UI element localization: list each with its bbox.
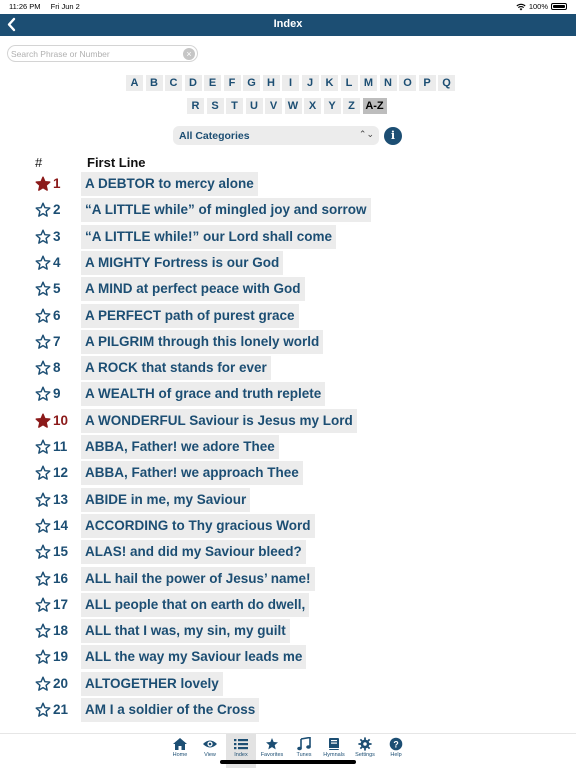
hymn-number: 16 bbox=[53, 570, 69, 586]
column-header-first-line: First Line bbox=[87, 155, 146, 170]
hymn-number: 10 bbox=[53, 412, 69, 428]
column-header-number: # bbox=[35, 155, 43, 170]
clear-search-button[interactable]: × bbox=[183, 48, 195, 60]
letter-button-s[interactable]: S bbox=[207, 98, 224, 114]
hymn-row[interactable] bbox=[0, 302, 576, 328]
letter-button-q[interactable]: Q bbox=[438, 75, 455, 91]
letter-button-z[interactable]: Z bbox=[343, 98, 360, 114]
star-outline-icon[interactable] bbox=[35, 571, 51, 587]
tab-label: Home bbox=[172, 752, 188, 758]
hymn-first-line[interactable]: ALAS! and did my Saviour bleed? bbox=[81, 540, 306, 564]
tab-label: View bbox=[204, 752, 216, 758]
tab-label: Help bbox=[390, 752, 402, 758]
star-outline-icon[interactable] bbox=[35, 229, 51, 245]
tab-label: Favorites bbox=[260, 752, 284, 758]
hymn-first-line[interactable]: “A LITTLE while!” our Lord shall come bbox=[81, 225, 336, 249]
letter-button-n[interactable]: N bbox=[380, 75, 397, 91]
star-outline-icon[interactable] bbox=[35, 465, 51, 481]
letter-button-l[interactable]: L bbox=[341, 75, 358, 91]
letter-button-p[interactable]: P bbox=[419, 75, 436, 91]
tab-label: Hymnals bbox=[323, 752, 345, 758]
hymn-row[interactable] bbox=[0, 670, 576, 696]
hymn-row[interactable] bbox=[0, 223, 576, 249]
status-bar bbox=[0, 0, 576, 14]
letter-button-o[interactable]: O bbox=[399, 75, 416, 91]
star-outline-icon[interactable] bbox=[35, 439, 51, 455]
letter-button-y[interactable]: Y bbox=[324, 98, 341, 114]
star-outline-icon[interactable] bbox=[35, 623, 51, 639]
hymn-row[interactable] bbox=[0, 196, 576, 222]
hymn-number: 5 bbox=[53, 281, 61, 297]
letter-button-w[interactable]: W bbox=[285, 98, 302, 114]
hymn-row[interactable] bbox=[0, 433, 576, 459]
eye-icon bbox=[195, 737, 225, 751]
letter-button-g[interactable]: G bbox=[243, 75, 260, 91]
hymn-row[interactable] bbox=[0, 617, 576, 643]
tab-home[interactable] bbox=[165, 734, 195, 768]
hymn-number: 2 bbox=[53, 202, 61, 218]
hymn-number: 8 bbox=[53, 360, 61, 376]
hymn-row[interactable] bbox=[0, 354, 576, 380]
star-outline-icon[interactable] bbox=[35, 334, 51, 350]
star-outline-icon[interactable] bbox=[35, 360, 51, 376]
hymn-row[interactable] bbox=[0, 696, 576, 722]
letter-button-j[interactable]: J bbox=[302, 75, 319, 91]
hymn-row[interactable] bbox=[0, 643, 576, 669]
tab-help[interactable] bbox=[381, 734, 411, 768]
hymn-number: 19 bbox=[53, 649, 69, 665]
hymn-first-line[interactable]: ALL the way my Saviour leads me bbox=[81, 645, 306, 669]
hymn-first-line[interactable]: ALL that I was, my sin, my guilt bbox=[81, 619, 290, 643]
star-filled-icon[interactable] bbox=[35, 413, 51, 429]
status-date: Fri Jun 2 bbox=[50, 2, 80, 11]
hymn-number: 11 bbox=[53, 439, 68, 454]
music-note-icon bbox=[289, 737, 319, 751]
info-button[interactable]: i bbox=[384, 127, 402, 145]
nav-bar bbox=[0, 14, 576, 36]
battery-icon bbox=[551, 3, 567, 10]
letter-button-b[interactable]: B bbox=[146, 75, 163, 91]
letter-button-d[interactable]: D bbox=[185, 75, 202, 91]
star-outline-icon[interactable] bbox=[35, 597, 51, 613]
home-indicator bbox=[220, 760, 356, 764]
hymn-row[interactable] bbox=[0, 538, 576, 564]
hymn-row[interactable] bbox=[0, 249, 576, 275]
hymn-number: 20 bbox=[53, 675, 69, 691]
category-selected-value: All Categories bbox=[179, 130, 250, 142]
letter-button-a[interactable]: A bbox=[126, 75, 143, 91]
hymn-first-line[interactable]: ALTOGETHER lovely bbox=[81, 672, 223, 696]
star-outline-icon[interactable] bbox=[35, 386, 51, 402]
home-icon bbox=[165, 737, 195, 751]
star-outline-icon[interactable] bbox=[35, 492, 51, 508]
hymn-row[interactable] bbox=[0, 565, 576, 591]
tab-label: Tunes bbox=[296, 752, 312, 758]
hymn-number: 1 bbox=[53, 176, 61, 191]
letter-button-i[interactable]: I bbox=[282, 75, 299, 91]
star-outline-icon[interactable] bbox=[35, 544, 51, 560]
hymn-row[interactable] bbox=[0, 170, 576, 196]
hymn-first-line[interactable]: AM I a soldier of the Cross bbox=[81, 698, 259, 722]
hymn-row[interactable] bbox=[0, 591, 576, 617]
hymn-first-line[interactable]: ABBA, Father! we approach Thee bbox=[81, 461, 303, 485]
hymn-number: 9 bbox=[53, 386, 61, 402]
status-time-date bbox=[9, 2, 88, 11]
star-outline-icon[interactable] bbox=[35, 649, 51, 665]
letter-button-e[interactable]: E bbox=[204, 75, 221, 91]
hymn-number: 12 bbox=[53, 465, 69, 481]
star-outline-icon[interactable] bbox=[35, 255, 51, 271]
hymn-row[interactable] bbox=[0, 459, 576, 485]
hymn-number: 17 bbox=[53, 596, 69, 612]
hymn-first-line[interactable]: A PERFECT path of purest grace bbox=[81, 304, 299, 328]
gear-icon bbox=[350, 737, 380, 751]
page-title: Index bbox=[273, 18, 303, 30]
hymn-row[interactable] bbox=[0, 486, 576, 512]
letter-index-row-2 bbox=[187, 98, 389, 114]
letter-button-v[interactable]: V bbox=[265, 98, 282, 114]
star-outline-icon[interactable] bbox=[35, 308, 51, 324]
hymn-first-line[interactable]: A PILGRIM through this lonely world bbox=[81, 330, 323, 354]
hymn-row[interactable] bbox=[0, 328, 576, 354]
battery-percent: 100% bbox=[528, 2, 548, 11]
hymn-number: 7 bbox=[53, 333, 61, 349]
hymn-number: 14 bbox=[53, 517, 69, 533]
hymn-first-line[interactable]: A WEALTH of grace and truth replete bbox=[81, 382, 325, 406]
hymn-first-line[interactable]: ABIDE in me, my Saviour bbox=[81, 488, 250, 512]
star-filled-icon[interactable] bbox=[35, 176, 51, 192]
hymn-first-line[interactable]: ALL people that on earth do dwell, bbox=[81, 593, 309, 617]
hymn-row[interactable] bbox=[0, 275, 576, 301]
hymn-number: 21 bbox=[53, 702, 69, 717]
hymn-number: 18 bbox=[53, 623, 69, 639]
hymn-first-line[interactable]: ABBA, Father! we adore Thee bbox=[81, 435, 279, 459]
status-time: 11:26 PM bbox=[9, 2, 41, 11]
list-icon bbox=[226, 737, 256, 751]
tab-label: Settings bbox=[355, 752, 375, 758]
hymn-number: 3 bbox=[53, 228, 61, 244]
star-outline-icon[interactable] bbox=[35, 281, 51, 297]
letter-button-f[interactable]: F bbox=[224, 75, 241, 91]
hymn-row[interactable] bbox=[0, 407, 576, 433]
hymn-first-line[interactable]: “A LITTLE while” of mingled joy and sorrow bbox=[81, 198, 371, 222]
star-outline-icon[interactable] bbox=[35, 676, 51, 692]
status-indicators bbox=[516, 2, 567, 11]
chevron-up-down-icon: ⌃⌄ bbox=[358, 129, 374, 139]
letter-button-u[interactable]: U bbox=[246, 98, 263, 114]
search-input[interactable] bbox=[11, 48, 179, 60]
letter-button-h[interactable]: H bbox=[263, 75, 280, 91]
hymn-first-line[interactable]: ACCORDING to Thy gracious Word bbox=[81, 514, 315, 538]
letter-button-a-z[interactable]: A-Z bbox=[363, 98, 387, 114]
hymn-list[interactable] bbox=[0, 170, 576, 733]
hymn-first-line[interactable]: A MIND at perfect peace with God bbox=[81, 277, 305, 301]
hymn-row[interactable] bbox=[0, 512, 576, 538]
book-icon bbox=[319, 737, 349, 751]
tab-label: Index bbox=[234, 752, 248, 758]
hymn-number: 15 bbox=[53, 544, 69, 560]
letter-button-c[interactable]: C bbox=[165, 75, 182, 91]
star-icon bbox=[257, 737, 287, 751]
hymn-first-line[interactable]: A WONDERFUL Saviour is Jesus my Lord bbox=[81, 409, 357, 433]
hymn-number: 6 bbox=[53, 307, 61, 323]
question-icon bbox=[381, 737, 411, 751]
letter-button-x[interactable]: X bbox=[304, 98, 321, 114]
hymn-number: 13 bbox=[53, 491, 69, 507]
hymn-row[interactable] bbox=[0, 380, 576, 406]
wifi-icon bbox=[516, 3, 526, 11]
letter-button-k[interactable]: K bbox=[321, 75, 338, 91]
hymn-first-line[interactable]: A MIGHTY Fortress is our God bbox=[81, 251, 283, 275]
hymn-number: 4 bbox=[53, 254, 61, 270]
hymn-first-line[interactable]: A DEBTOR to mercy alone bbox=[81, 172, 258, 196]
star-outline-icon[interactable] bbox=[35, 202, 51, 218]
svg-text:?: ? bbox=[393, 739, 399, 750]
letter-button-m[interactable]: M bbox=[360, 75, 377, 91]
category-select[interactable] bbox=[173, 126, 379, 145]
hymn-first-line[interactable]: ALL hail the power of Jesus’ name! bbox=[81, 567, 315, 591]
letter-button-r[interactable]: R bbox=[187, 98, 204, 114]
letter-index-row-1 bbox=[126, 75, 458, 91]
star-outline-icon[interactable] bbox=[35, 518, 51, 534]
star-outline-icon[interactable] bbox=[35, 702, 51, 718]
letter-button-t[interactable]: T bbox=[226, 98, 243, 114]
search-field[interactable] bbox=[7, 45, 198, 62]
hymn-first-line[interactable]: A ROCK that stands for ever bbox=[81, 356, 271, 380]
